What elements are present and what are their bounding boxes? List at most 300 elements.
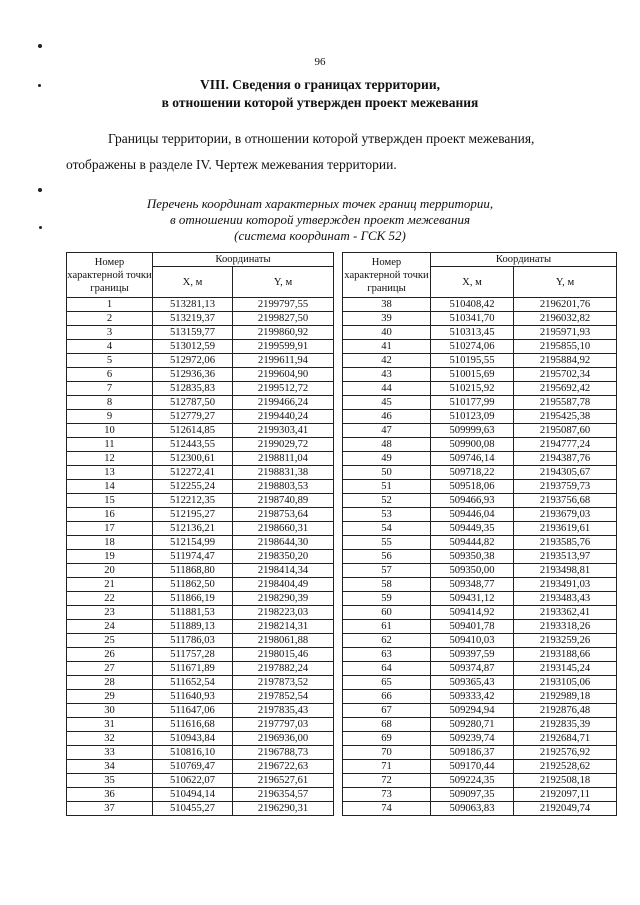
- body-paragraph: [66, 126, 586, 178]
- table-row: [67, 662, 334, 676]
- header-point-number: Номер характерной точки границы: [67, 253, 153, 298]
- x-coordinate-cell: 510123,09: [431, 410, 514, 424]
- table-row: [67, 774, 334, 788]
- x-coordinate-cell: 510494,14: [153, 788, 233, 802]
- point-number-cell: 71: [343, 760, 431, 774]
- point-number-cell: 50: [343, 466, 431, 480]
- y-coordinate-cell: 2194387,76: [514, 452, 617, 466]
- x-coordinate-cell: 510215,92: [431, 382, 514, 396]
- x-coordinate-cell: 509350,38: [431, 550, 514, 564]
- y-coordinate-cell: 2195971,93: [514, 326, 617, 340]
- y-coordinate-cell: 2193498,81: [514, 564, 617, 578]
- y-coordinate-cell: 2197873,52: [233, 676, 334, 690]
- point-number-cell: 63: [343, 648, 431, 662]
- y-coordinate-cell: 2197852,54: [233, 690, 334, 704]
- y-coordinate-cell: 2193513,97: [514, 550, 617, 564]
- x-coordinate-cell: 511616,68: [153, 718, 233, 732]
- y-coordinate-cell: 2196936,00: [233, 732, 334, 746]
- y-coordinate-cell: 2196527,61: [233, 774, 334, 788]
- x-coordinate-cell: 509224,35: [431, 774, 514, 788]
- x-coordinate-cell: 509333,42: [431, 690, 514, 704]
- y-coordinate-cell: 2192576,92: [514, 746, 617, 760]
- table-row: [67, 466, 334, 480]
- y-coordinate-cell: 2198061,88: [233, 634, 334, 648]
- x-coordinate-cell: 512779,27: [153, 410, 233, 424]
- y-coordinate-cell: 2196032,82: [514, 312, 617, 326]
- x-coordinate-cell: 513219,37: [153, 312, 233, 326]
- y-coordinate-cell: 2197835,43: [233, 704, 334, 718]
- y-coordinate-cell: 2198831,38: [233, 466, 334, 480]
- x-coordinate-cell: 511652,54: [153, 676, 233, 690]
- table-row: [67, 298, 334, 312]
- point-number-cell: 57: [343, 564, 431, 578]
- header-coordinates: Координаты: [431, 253, 617, 267]
- table-row: [67, 354, 334, 368]
- point-number-cell: 13: [67, 466, 153, 480]
- y-coordinate-cell: 2195855,10: [514, 340, 617, 354]
- section-title-line: VIII. Сведения о границах территории,: [200, 77, 440, 92]
- x-coordinate-cell: 512136,21: [153, 522, 233, 536]
- x-coordinate-cell: 509466,93: [431, 494, 514, 508]
- section-title-line: в отношении которой утвержден проект межевания: [161, 95, 479, 110]
- table-row: [343, 368, 617, 382]
- table-row: [67, 676, 334, 690]
- x-coordinate-cell: 509449,35: [431, 522, 514, 536]
- point-number-cell: 55: [343, 536, 431, 550]
- x-coordinate-cell: 509170,44: [431, 760, 514, 774]
- point-number-cell: 40: [343, 326, 431, 340]
- y-coordinate-cell: 2193483,43: [514, 592, 617, 606]
- point-number-cell: 25: [67, 634, 153, 648]
- table-row: [343, 522, 617, 536]
- table-row: [67, 550, 334, 564]
- y-coordinate-cell: 2192097,11: [514, 788, 617, 802]
- header-coordinates: Координаты: [153, 253, 334, 267]
- y-coordinate-cell: 2194305,67: [514, 466, 617, 480]
- coordinates-table-left: [66, 252, 334, 816]
- point-number-cell: 43: [343, 368, 431, 382]
- point-number-cell: 69: [343, 732, 431, 746]
- table-caption: [0, 196, 640, 244]
- y-coordinate-cell: 2195692,42: [514, 382, 617, 396]
- x-coordinate-cell: 510341,70: [431, 312, 514, 326]
- table-row: [343, 690, 617, 704]
- scan-speck: [38, 188, 42, 192]
- point-number-cell: 72: [343, 774, 431, 788]
- point-number-cell: 18: [67, 536, 153, 550]
- table-row: [343, 494, 617, 508]
- table-row: [67, 424, 334, 438]
- point-number-cell: 36: [67, 788, 153, 802]
- y-coordinate-cell: 2199599,91: [233, 340, 334, 354]
- y-coordinate-cell: 2194777,24: [514, 438, 617, 452]
- point-number-cell: 44: [343, 382, 431, 396]
- x-coordinate-cell: 509746,14: [431, 452, 514, 466]
- y-coordinate-cell: 2192684,71: [514, 732, 617, 746]
- table-row: [343, 718, 617, 732]
- table-row: [343, 466, 617, 480]
- y-coordinate-cell: 2198644,30: [233, 536, 334, 550]
- x-coordinate-cell: 512787,50: [153, 396, 233, 410]
- y-coordinate-cell: 2195702,34: [514, 368, 617, 382]
- header-y: Y, м: [233, 267, 334, 298]
- point-number-cell: 4: [67, 340, 153, 354]
- point-number-cell: 38: [343, 298, 431, 312]
- point-number-cell: 14: [67, 480, 153, 494]
- point-number-cell: 26: [67, 648, 153, 662]
- table-row: [343, 662, 617, 676]
- x-coordinate-cell: 512614,85: [153, 424, 233, 438]
- point-number-cell: 53: [343, 508, 431, 522]
- table-row: [343, 774, 617, 788]
- point-number-cell: 30: [67, 704, 153, 718]
- y-coordinate-cell: 2196201,76: [514, 298, 617, 312]
- x-coordinate-cell: 511881,53: [153, 606, 233, 620]
- y-coordinate-cell: 2199029,72: [233, 438, 334, 452]
- point-number-cell: 1: [67, 298, 153, 312]
- y-coordinate-cell: 2198740,89: [233, 494, 334, 508]
- y-coordinate-cell: 2199303,41: [233, 424, 334, 438]
- x-coordinate-cell: 512972,06: [153, 354, 233, 368]
- y-coordinate-cell: 2197882,24: [233, 662, 334, 676]
- x-coordinate-cell: 509374,87: [431, 662, 514, 676]
- table-row: [343, 704, 617, 718]
- x-coordinate-cell: 510015,69: [431, 368, 514, 382]
- x-coordinate-cell: 509348,77: [431, 578, 514, 592]
- point-number-cell: 61: [343, 620, 431, 634]
- table-row: [67, 382, 334, 396]
- y-coordinate-cell: 2192528,62: [514, 760, 617, 774]
- point-number-cell: 64: [343, 662, 431, 676]
- y-coordinate-cell: 2199827,50: [233, 312, 334, 326]
- table-row: [343, 410, 617, 424]
- table-row: [67, 368, 334, 382]
- x-coordinate-cell: 511757,28: [153, 648, 233, 662]
- x-coordinate-cell: 512300,61: [153, 452, 233, 466]
- x-coordinate-cell: 509350,00: [431, 564, 514, 578]
- x-coordinate-cell: 513159,77: [153, 326, 233, 340]
- x-coordinate-cell: 511647,06: [153, 704, 233, 718]
- y-coordinate-cell: 2196354,57: [233, 788, 334, 802]
- y-coordinate-cell: 2199466,24: [233, 396, 334, 410]
- y-coordinate-cell: 2196290,31: [233, 802, 334, 816]
- y-coordinate-cell: 2193105,06: [514, 676, 617, 690]
- point-number-cell: 58: [343, 578, 431, 592]
- table-row: [343, 648, 617, 662]
- table-row: [343, 508, 617, 522]
- x-coordinate-cell: 510943,84: [153, 732, 233, 746]
- x-coordinate-cell: 513281,13: [153, 298, 233, 312]
- y-coordinate-cell: 2198803,53: [233, 480, 334, 494]
- y-coordinate-cell: 2193585,76: [514, 536, 617, 550]
- table-row: [343, 326, 617, 340]
- coordinates-table-right: [342, 252, 617, 816]
- section-title: [0, 76, 640, 112]
- table-row: [343, 788, 617, 802]
- y-coordinate-cell: 2198811,04: [233, 452, 334, 466]
- table-row: [343, 550, 617, 564]
- x-coordinate-cell: 510816,10: [153, 746, 233, 760]
- table-row: [67, 536, 334, 550]
- point-number-cell: 20: [67, 564, 153, 578]
- point-number-cell: 23: [67, 606, 153, 620]
- table-row: [343, 802, 617, 816]
- y-coordinate-cell: 2193259,26: [514, 634, 617, 648]
- y-coordinate-cell: 2192508,18: [514, 774, 617, 788]
- y-coordinate-cell: 2193491,03: [514, 578, 617, 592]
- table-row: [67, 788, 334, 802]
- caption-line: Перечень координат характерных точек границ территории,: [146, 196, 494, 211]
- x-coordinate-cell: 512154,99: [153, 536, 233, 550]
- table-row: [343, 760, 617, 774]
- table-row: [67, 410, 334, 424]
- point-number-cell: 34: [67, 760, 153, 774]
- table-row: [343, 396, 617, 410]
- x-coordinate-cell: 511866,19: [153, 592, 233, 606]
- table-row: [343, 746, 617, 760]
- table-row: [343, 452, 617, 466]
- y-coordinate-cell: 2198660,31: [233, 522, 334, 536]
- point-number-cell: 16: [67, 508, 153, 522]
- x-coordinate-cell: 509414,92: [431, 606, 514, 620]
- point-number-cell: 67: [343, 704, 431, 718]
- y-coordinate-cell: 2192876,48: [514, 704, 617, 718]
- point-number-cell: 35: [67, 774, 153, 788]
- header-x: X, м: [153, 267, 233, 298]
- y-coordinate-cell: 2198290,39: [233, 592, 334, 606]
- table-row: [343, 424, 617, 438]
- point-number-cell: 62: [343, 634, 431, 648]
- y-coordinate-cell: 2195884,92: [514, 354, 617, 368]
- point-number-cell: 74: [343, 802, 431, 816]
- point-number-cell: 17: [67, 522, 153, 536]
- table-row: [343, 676, 617, 690]
- x-coordinate-cell: 512272,41: [153, 466, 233, 480]
- y-coordinate-cell: 2196722,63: [233, 760, 334, 774]
- table-row: [343, 298, 617, 312]
- header-x: X, м: [431, 267, 514, 298]
- table-row: [67, 396, 334, 410]
- x-coordinate-cell: 510769,47: [153, 760, 233, 774]
- x-coordinate-cell: 510274,06: [431, 340, 514, 354]
- table-row: [343, 732, 617, 746]
- table-row: [67, 606, 334, 620]
- x-coordinate-cell: 510195,55: [431, 354, 514, 368]
- y-coordinate-cell: 2199860,92: [233, 326, 334, 340]
- y-coordinate-cell: 2198350,20: [233, 550, 334, 564]
- x-coordinate-cell: 512443,55: [153, 438, 233, 452]
- x-coordinate-cell: 513012,59: [153, 340, 233, 354]
- y-coordinate-cell: 2198404,49: [233, 578, 334, 592]
- x-coordinate-cell: 509410,03: [431, 634, 514, 648]
- y-coordinate-cell: 2193318,26: [514, 620, 617, 634]
- x-coordinate-cell: 509401,78: [431, 620, 514, 634]
- point-number-cell: 24: [67, 620, 153, 634]
- y-coordinate-cell: 2193145,24: [514, 662, 617, 676]
- x-coordinate-cell: 512835,83: [153, 382, 233, 396]
- body-line: Границы территории, в отношении которой утвержден проект межевания,: [108, 131, 535, 146]
- point-number-cell: 9: [67, 410, 153, 424]
- table-row: [67, 704, 334, 718]
- point-number-cell: 11: [67, 438, 153, 452]
- y-coordinate-cell: 2193619,61: [514, 522, 617, 536]
- x-coordinate-cell: 510313,45: [431, 326, 514, 340]
- point-number-cell: 19: [67, 550, 153, 564]
- table-row: [343, 592, 617, 606]
- point-number-cell: 27: [67, 662, 153, 676]
- y-coordinate-cell: 2192835,39: [514, 718, 617, 732]
- table-row: [67, 718, 334, 732]
- y-coordinate-cell: 2199611,94: [233, 354, 334, 368]
- point-number-cell: 37: [67, 802, 153, 816]
- x-coordinate-cell: 512212,35: [153, 494, 233, 508]
- y-coordinate-cell: 2199512,72: [233, 382, 334, 396]
- x-coordinate-cell: 510622,07: [153, 774, 233, 788]
- x-coordinate-cell: 512195,27: [153, 508, 233, 522]
- header-point-number: Номер характерной точки границы: [343, 253, 431, 298]
- table-row: [67, 522, 334, 536]
- x-coordinate-cell: 509900,08: [431, 438, 514, 452]
- point-number-cell: 5: [67, 354, 153, 368]
- x-coordinate-cell: 509444,82: [431, 536, 514, 550]
- table-row: [343, 382, 617, 396]
- point-number-cell: 68: [343, 718, 431, 732]
- y-coordinate-cell: 2199604,90: [233, 368, 334, 382]
- table-row: [67, 564, 334, 578]
- y-coordinate-cell: 2195587,78: [514, 396, 617, 410]
- table-row: [67, 760, 334, 774]
- y-coordinate-cell: 2195087,60: [514, 424, 617, 438]
- point-number-cell: 21: [67, 578, 153, 592]
- y-coordinate-cell: 2192989,18: [514, 690, 617, 704]
- y-coordinate-cell: 2198223,03: [233, 606, 334, 620]
- point-number-cell: 60: [343, 606, 431, 620]
- x-coordinate-cell: 511889,13: [153, 620, 233, 634]
- x-coordinate-cell: 509239,74: [431, 732, 514, 746]
- x-coordinate-cell: 511640,93: [153, 690, 233, 704]
- x-coordinate-cell: 511671,89: [153, 662, 233, 676]
- point-number-cell: 52: [343, 494, 431, 508]
- point-number-cell: 73: [343, 788, 431, 802]
- point-number-cell: 8: [67, 396, 153, 410]
- x-coordinate-cell: 512936,36: [153, 368, 233, 382]
- y-coordinate-cell: 2193759,73: [514, 480, 617, 494]
- table-row: [67, 620, 334, 634]
- x-coordinate-cell: 509294,94: [431, 704, 514, 718]
- x-coordinate-cell: 509999,63: [431, 424, 514, 438]
- table-row: [343, 340, 617, 354]
- table-row: [67, 340, 334, 354]
- table-row: [67, 648, 334, 662]
- point-number-cell: 28: [67, 676, 153, 690]
- y-coordinate-cell: 2198753,64: [233, 508, 334, 522]
- point-number-cell: 49: [343, 452, 431, 466]
- point-number-cell: 15: [67, 494, 153, 508]
- table-row: [343, 606, 617, 620]
- table-row: [67, 480, 334, 494]
- point-number-cell: 48: [343, 438, 431, 452]
- table-row: [343, 536, 617, 550]
- y-coordinate-cell: 2198214,31: [233, 620, 334, 634]
- table-row: [343, 634, 617, 648]
- x-coordinate-cell: 509063,83: [431, 802, 514, 816]
- point-number-cell: 31: [67, 718, 153, 732]
- y-coordinate-cell: 2198015,46: [233, 648, 334, 662]
- y-coordinate-cell: 2198414,34: [233, 564, 334, 578]
- point-number-cell: 29: [67, 690, 153, 704]
- table-row: [343, 354, 617, 368]
- table-row: [343, 564, 617, 578]
- table-body-right: [343, 298, 617, 816]
- page-number: 96: [314, 56, 326, 68]
- x-coordinate-cell: 510408,42: [431, 298, 514, 312]
- table-row: [67, 578, 334, 592]
- table-row: [67, 494, 334, 508]
- table-row: [67, 438, 334, 452]
- point-number-cell: 7: [67, 382, 153, 396]
- caption-line: в отношении которой утвержден проект межевания: [169, 212, 471, 227]
- table-row: [67, 508, 334, 522]
- y-coordinate-cell: 2199440,24: [233, 410, 334, 424]
- x-coordinate-cell: 509446,04: [431, 508, 514, 522]
- y-coordinate-cell: 2195425,38: [514, 410, 617, 424]
- table-row: [67, 326, 334, 340]
- x-coordinate-cell: 511974,47: [153, 550, 233, 564]
- table-row: [343, 578, 617, 592]
- point-number-cell: 6: [67, 368, 153, 382]
- table-row: [67, 634, 334, 648]
- x-coordinate-cell: 512255,24: [153, 480, 233, 494]
- point-number-cell: 12: [67, 452, 153, 466]
- y-coordinate-cell: 2193756,68: [514, 494, 617, 508]
- point-number-cell: 42: [343, 354, 431, 368]
- point-number-cell: 10: [67, 424, 153, 438]
- y-coordinate-cell: 2199797,55: [233, 298, 334, 312]
- table-row: [67, 312, 334, 326]
- x-coordinate-cell: 509097,35: [431, 788, 514, 802]
- point-number-cell: 2: [67, 312, 153, 326]
- point-number-cell: 54: [343, 522, 431, 536]
- table-row: [67, 690, 334, 704]
- point-number-cell: 51: [343, 480, 431, 494]
- body-line: отображены в разделе IV. Чертеж межевания территории.: [66, 157, 397, 172]
- x-coordinate-cell: 511862,50: [153, 578, 233, 592]
- point-number-cell: 32: [67, 732, 153, 746]
- y-coordinate-cell: 2196788,73: [233, 746, 334, 760]
- point-number-cell: 56: [343, 550, 431, 564]
- header-y: Y, м: [514, 267, 617, 298]
- table-row: [343, 438, 617, 452]
- point-number-cell: 59: [343, 592, 431, 606]
- point-number-cell: 66: [343, 690, 431, 704]
- point-number-cell: 65: [343, 676, 431, 690]
- table-row: [343, 620, 617, 634]
- point-number-cell: 33: [67, 746, 153, 760]
- x-coordinate-cell: 509397,59: [431, 648, 514, 662]
- point-number-cell: 45: [343, 396, 431, 410]
- y-coordinate-cell: 2193362,41: [514, 606, 617, 620]
- table-row: [343, 480, 617, 494]
- point-number-cell: 70: [343, 746, 431, 760]
- point-number-cell: 47: [343, 424, 431, 438]
- x-coordinate-cell: 510455,27: [153, 802, 233, 816]
- point-number-cell: 22: [67, 592, 153, 606]
- table-body-left: [67, 298, 334, 816]
- caption-line: (система координат - ГСК 52): [234, 228, 406, 243]
- table-row: [67, 592, 334, 606]
- x-coordinate-cell: 509718,22: [431, 466, 514, 480]
- table-row: [343, 312, 617, 326]
